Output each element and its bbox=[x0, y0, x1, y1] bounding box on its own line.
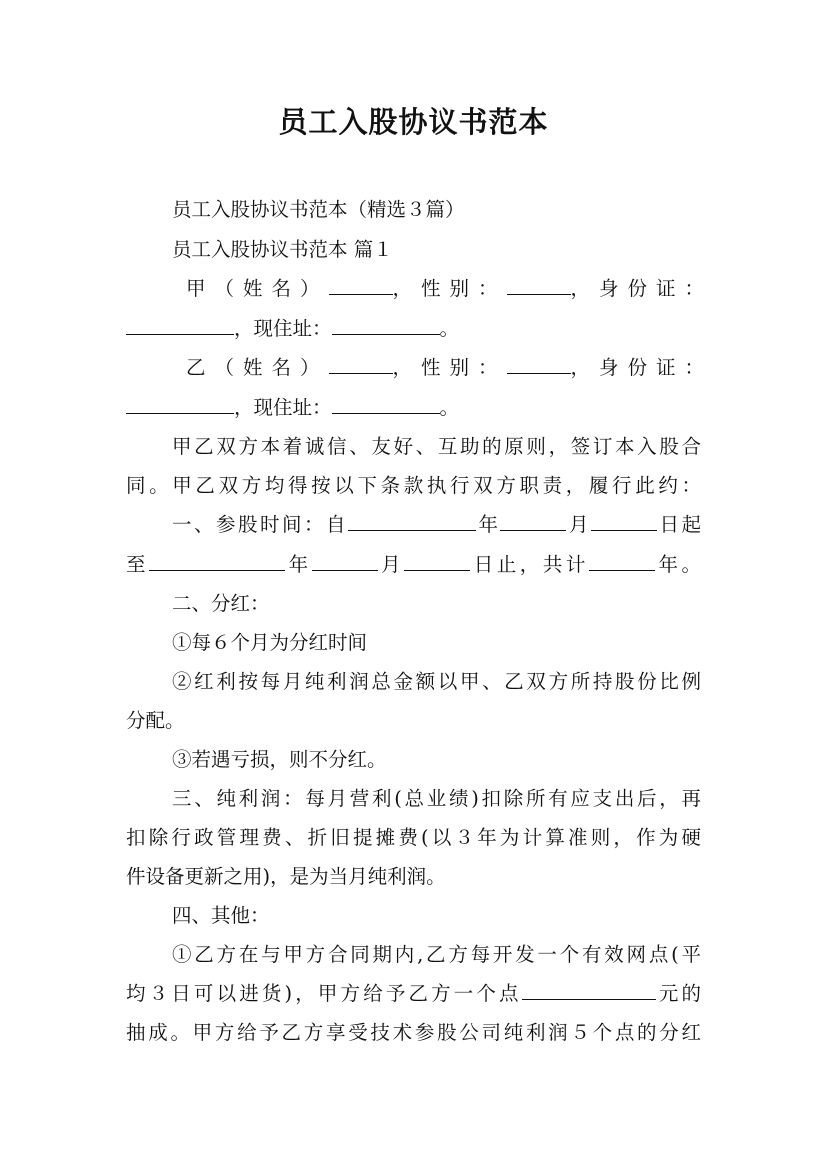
blank-start-day bbox=[591, 512, 657, 531]
section-4-item-1-line-1: ①乙方在与甲方合同期内,乙方每开发一个有效网点(平 bbox=[172, 943, 701, 966]
blank-id-b bbox=[126, 395, 234, 414]
subtitle-line: 员工入股协议书范本（精选３篇） bbox=[172, 198, 465, 221]
blank-end-day bbox=[404, 552, 470, 571]
section-4-heading: 四、其他： bbox=[172, 904, 270, 927]
section-2-item-2-line-1: ②红利按每月纯利润总金额以甲、乙双方所持股份比例 bbox=[172, 670, 701, 693]
intro-line-2: 同。甲乙双方均得按以下条款执行双方职责，履行此约： bbox=[126, 474, 701, 497]
blank-name-a bbox=[329, 276, 393, 295]
term-line-1: 一、参股时间：自 年 月 日起 bbox=[172, 513, 701, 536]
party-b-line-2: ，现住址： 。 bbox=[126, 395, 701, 421]
party-b-line-1: 乙（姓名） ，性别： ，身份证： bbox=[186, 356, 714, 379]
section-2-item-3: ③若遇亏损，则不分红。 bbox=[172, 748, 387, 771]
intro-line-1: 甲乙双方本着诚信、友好、互助的原则，签订本入股合 bbox=[172, 435, 701, 458]
blank-id-a bbox=[126, 316, 234, 335]
term-line-2: 至 年 月 日止，共计 年。 bbox=[126, 553, 701, 576]
section-4-item-1-line-3: 抽成。甲方给予乙方享受技术参股公司纯利润５个点的分红 bbox=[126, 1021, 701, 1044]
section-2-item-1: ①每６个月为分红时间 bbox=[172, 631, 368, 654]
party-a-line-1: 甲（姓名） ，性别： ，身份证： bbox=[186, 277, 714, 300]
blank-gender-b bbox=[507, 355, 571, 374]
section-3-line-1: 三、纯利润：每月营利(总业绩)扣除所有应支出后，再 bbox=[172, 787, 701, 810]
section-3-line-3: 件设备更新之用)，是为当月纯利润。 bbox=[126, 865, 446, 888]
blank-name-b bbox=[329, 355, 393, 374]
section-4-item-1-line-2: 均３日可以进货)，甲方给予乙方一个点 元的 bbox=[126, 982, 701, 1005]
document-title: 员工入股协议书范本 bbox=[278, 105, 549, 139]
blank-end-year bbox=[149, 552, 285, 571]
blank-gender-a bbox=[507, 276, 571, 295]
section-3-line-2: 扣除行政管理费、折旧提摊费(以３年为计算准则，作为硬 bbox=[126, 826, 701, 849]
blank-address-a bbox=[332, 316, 440, 335]
blank-address-b bbox=[332, 395, 440, 414]
section-2-heading: 二、分红： bbox=[172, 592, 270, 615]
blank-start-month bbox=[500, 512, 566, 531]
section-2-item-2-line-2: 分配。 bbox=[126, 709, 185, 732]
section-heading: 员工入股协议书范本 篇１ bbox=[172, 238, 393, 261]
blank-start-year bbox=[348, 512, 476, 531]
blank-end-month bbox=[312, 552, 378, 571]
blank-commission bbox=[522, 981, 656, 1000]
blank-total-years bbox=[589, 552, 655, 571]
party-a-line-2: ，现住址： 。 bbox=[126, 316, 701, 342]
